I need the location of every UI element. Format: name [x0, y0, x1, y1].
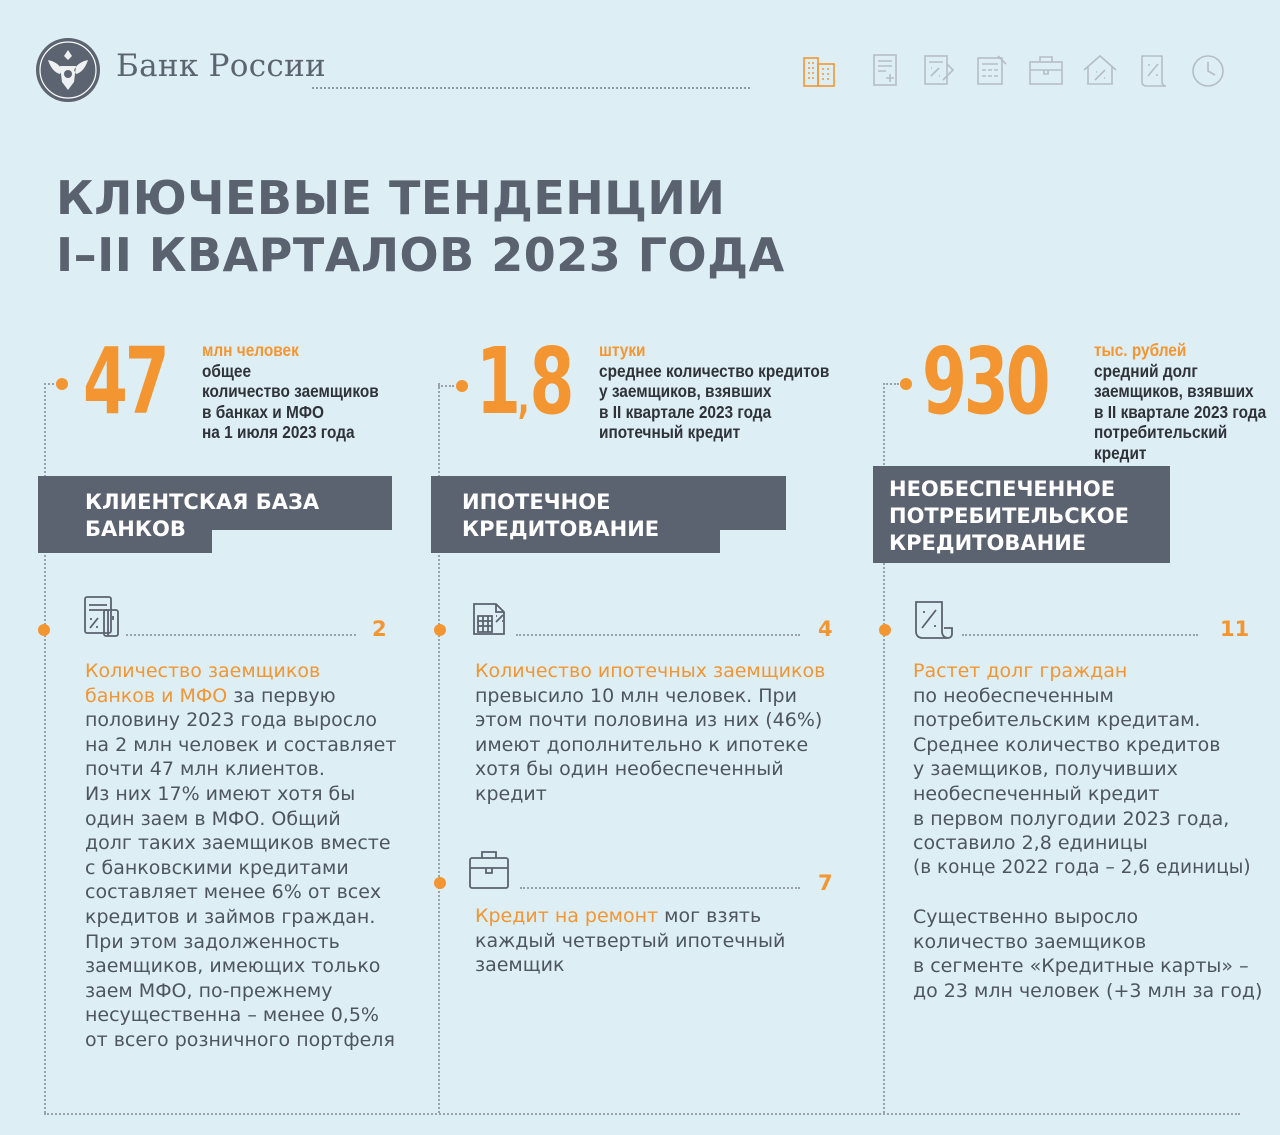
document-percent-icon[interactable] [919, 50, 959, 90]
item-highlight: банков и МФО [85, 684, 228, 707]
section-title-consumer-credit [889, 476, 1129, 557]
house-percent-icon[interactable] [1080, 50, 1120, 90]
stat-line: общее [202, 360, 252, 381]
item-line: Из них 17% имеют хотя бы [85, 782, 356, 805]
section-title-line: КРЕДИТОВАНИЕ [889, 531, 1087, 555]
section-title-line: БАНКОВ [85, 517, 186, 541]
stat-line: кредит [1094, 442, 1147, 463]
stat-marker [900, 378, 912, 390]
item-line [913, 880, 1262, 905]
stat-value-frac: 8 [529, 328, 572, 435]
item-divider [516, 634, 800, 636]
percent-scroll-icon[interactable] [1134, 50, 1174, 90]
section-title-client-base [85, 489, 319, 543]
bottom-divider [44, 1113, 1240, 1115]
item-highlight: Количество заемщиков [85, 660, 321, 682]
card-document-icon [80, 592, 126, 638]
bank-name[interactable]: Банк России [116, 48, 327, 84]
item-line: на 2 млн человек и составляет [85, 733, 397, 756]
stat-line: средний долг [1094, 360, 1198, 381]
stat-marker [456, 380, 468, 392]
stat-line: в II квартале 2023 года [599, 401, 772, 422]
item-line: за первую [227, 684, 336, 707]
section-title-line: КРЕДИТОВАНИЕ [462, 517, 660, 541]
item-marker [434, 877, 446, 889]
item-line: от всего розничного портфеля [85, 1028, 395, 1051]
item-text-mortgage-borrowers [475, 659, 825, 807]
item-line: почти 47 млн клиентов. [85, 758, 325, 781]
column-3-stat-connector [883, 383, 899, 385]
item-highlight: Растет долг граждан [913, 660, 1128, 682]
item-line: в первом полугодии 2023 года, [913, 807, 1230, 830]
bank-of-russia-emblem-icon[interactable] [34, 36, 102, 104]
item-line: каждый четвертый ипотечный [475, 929, 786, 952]
buildings-icon[interactable] [800, 50, 840, 90]
stat-value-mortgage-loans [476, 328, 572, 445]
item-number: 7 [818, 871, 833, 895]
item-divider [962, 634, 1198, 636]
stat-value-int: 1 [476, 328, 518, 435]
clock-icon[interactable] [1188, 50, 1228, 90]
item-line: до 23 млн человек (+3 млн за год) [913, 979, 1263, 1002]
stat-unit: штуки [599, 340, 646, 360]
calculator-icon[interactable] [972, 50, 1012, 90]
item-line: При этом задолженность [85, 930, 340, 953]
stat-value-borrowers: 47 [83, 328, 167, 435]
item-line: у заемщиков, получивших [913, 758, 1178, 781]
item-line: количество заемщиков [913, 930, 1147, 953]
item-line: несущественна – менее 0,5% [85, 1004, 379, 1027]
item-line: составляет менее 6% от всех [85, 881, 382, 904]
calculator-percent-icon [466, 596, 512, 642]
item-line: мог взять [658, 905, 762, 927]
stat-description-borrowers [202, 340, 379, 443]
stat-line: среднее количество кредитов [599, 360, 830, 381]
item-line: долг таких заемщиков вместе [85, 832, 391, 855]
stat-line: в II квартале 2023 года [1094, 401, 1267, 422]
stat-line: на 1 июля 2023 года [202, 422, 355, 442]
header-divider [312, 87, 750, 89]
column-2-stat-connector [438, 385, 454, 387]
stat-line: у заемщиков, взявших [599, 381, 772, 401]
section-title-line: КЛИЕНТСКАЯ БАЗА [85, 490, 320, 514]
item-marker [879, 624, 891, 636]
stat-line: потребительский [1094, 422, 1228, 442]
item-line: один заем в МФО. Общий [85, 807, 341, 830]
item-marker [434, 624, 446, 636]
item-highlight: Кредит на ремонт [475, 905, 659, 927]
stat-value-sep: , [517, 373, 530, 424]
item-highlight: Количество ипотечных заемщиков [475, 660, 826, 682]
title-line-1: КЛЮЧЕВЫЕ ТЕНДЕНЦИИ [56, 171, 726, 225]
section-title-line: НЕОБЕСПЕЧЕННОЕ [889, 477, 1116, 501]
stat-description-mortgage [599, 340, 829, 443]
stat-value-average-debt: 930 [922, 328, 1048, 435]
section-title-line: ИПОТЕЧНОЕ [462, 490, 611, 514]
item-line: кредитов и займов граждан. [85, 905, 376, 928]
item-line: потребительским кредитам. [913, 709, 1201, 732]
invoice-icon[interactable] [866, 50, 906, 90]
item-line: с банковскими кредитами [85, 856, 349, 879]
item-divider [126, 634, 356, 636]
item-line: Среднее количество кредитов [913, 733, 1221, 756]
item-line: имеют дополнительно к ипотеке [475, 733, 809, 756]
stat-line: в банках и МФО [202, 401, 324, 422]
stat-line: количество заемщиков [202, 381, 379, 401]
briefcase-icon[interactable] [1026, 50, 1066, 90]
item-text-consumer-debt [913, 659, 1262, 1003]
section-title-mortgage [462, 489, 659, 543]
stat-line: заемщиков, взявших [1094, 381, 1254, 401]
section-title-line: ПОТРЕБИТЕЛЬСКОЕ [889, 504, 1129, 528]
item-line: этом почти половина из них (46%) [475, 709, 823, 732]
item-line: превысило 10 млн человек. При [475, 684, 797, 707]
percent-scroll-icon [910, 598, 956, 644]
stat-marker [56, 378, 68, 390]
stat-unit: тыс. рублей [1094, 340, 1187, 360]
item-line: кредит [475, 782, 547, 805]
item-line: хотя бы один необеспеченный [475, 758, 784, 781]
item-line: в сегменте «Кредитные карты» – [913, 955, 1249, 978]
item-line: заемщиков, имеющих только [85, 955, 381, 978]
item-text-renovation [475, 904, 785, 978]
item-line: заем МФО, по-прежнему [85, 979, 333, 1002]
item-line: половину 2023 года выросло [85, 709, 377, 732]
item-line: по необеспеченным [913, 684, 1114, 707]
item-divider [520, 887, 800, 889]
item-line: Существенно выросло [913, 905, 1139, 928]
stat-line: ипотечный кредит [599, 422, 741, 442]
toolbox-icon [466, 846, 512, 892]
item-number: 11 [1220, 617, 1250, 641]
stat-unit: млн человек [202, 340, 299, 360]
stat-description-average-debt [1094, 340, 1266, 463]
page-title [56, 170, 785, 284]
item-number: 4 [818, 617, 833, 641]
title-line-2: I–II КВАРТАЛОВ 2023 ГОДА [56, 228, 785, 282]
item-line: заемщик [475, 954, 565, 977]
item-line: (в конце 2022 года – 2,6 единицы) [913, 856, 1251, 878]
item-line: составило 2,8 единицы [913, 832, 1148, 855]
item-number: 2 [372, 617, 387, 641]
item-line: необеспеченный кредит [913, 782, 1160, 805]
item-marker [38, 624, 50, 636]
item-text-borrowers [85, 659, 396, 1053]
